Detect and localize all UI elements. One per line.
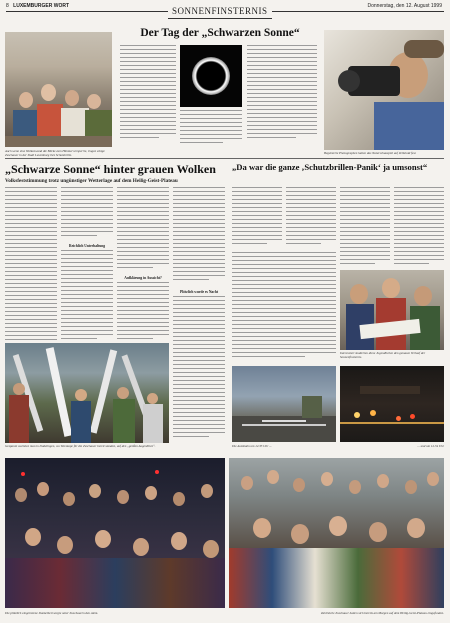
caption-students: Interessiert studierten diese Jugendlichen den genauen Verlauf der Sonnenfinsternis. (340, 351, 426, 359)
caption-autobahn-1234: ... und um 12.34 Uhr (417, 444, 444, 448)
article-2-col-2b (61, 250, 113, 345)
photo-students (340, 270, 444, 350)
article-3-col-1b (232, 252, 336, 362)
article-3-col-2a (286, 187, 336, 247)
photo-telescopes (5, 343, 169, 443)
caption-autobahn-1233: Die Autobahn um 12.33 Uhr ... (232, 444, 272, 448)
photo-photographer (324, 30, 444, 150)
article-2-col-3a (117, 187, 169, 275)
section-underline (168, 18, 272, 19)
page-number: 8 (6, 3, 9, 9)
photo-crowd-dark (5, 458, 225, 608)
caption-photographer: Begeisterte Photographen hatten das Naturschauspiel auf Zelluloid fest. (324, 151, 417, 155)
subhead-article-2: Volksfeststimmung trotz ungünstiger Wetterlage auf dem Heilig-Geist-Plateau (5, 178, 178, 184)
page-header-left (6, 3, 69, 9)
divider-1 (5, 158, 444, 159)
caption-crowd-glasses: Auch wenn eine Wolkenwand die Blicke zum Himmel versperrte, trugen einige Zuschauer in der Stadt Luxemburg ihre Schutzbrille. (5, 149, 105, 157)
article-2-col-4b (173, 296, 225, 446)
article-3-col-3a (340, 187, 390, 267)
article-3-col-4a (394, 187, 444, 267)
article-2-col-1 (5, 187, 57, 347)
photo-crowd-plateau (229, 458, 444, 608)
article-1-col-3 (247, 45, 317, 143)
article-1-col-2 (180, 110, 242, 146)
inline-head-1: Reichlich Unterhaltung (68, 244, 106, 248)
headline-article-2: „Schwarze Sonne“ hinter grauen Wolken (5, 162, 216, 176)
headline-article-3: „Da war die ganze ‚Schutzbrillen-Panik‘ ja umsonst“ (232, 162, 428, 172)
inline-head-2: Aufklärung in Aussicht? (124, 276, 162, 280)
caption-crowd-dark: Die plötzlich eingetretene Dunkelheit sorgte unter Zuschauern den Atem. (5, 611, 99, 615)
article-1-col-1 (120, 45, 176, 143)
photo-eclipse (180, 45, 242, 107)
caption-crowd-plateau: Zahlreiche Zuschauer hatten sich bereits am Morgen auf dem Heilig-Geist-Plateau eingefunden. (320, 611, 444, 615)
inline-head-3: Plötzlich wurde es Nacht (179, 290, 219, 294)
photo-autobahn-1233 (232, 366, 336, 442)
caption-telescopes: Gespannt warteten man in Dudelingen, wo Teleskope für die Zuschauer bereit standen, auf den „großen Augenblick“. (5, 444, 156, 448)
article-2-col-2a (61, 187, 113, 243)
photo-crowd-glasses (5, 32, 112, 147)
publication-name: LUXEMBURGER WORT (13, 3, 70, 9)
article-2-col-3b (117, 282, 169, 346)
article-2-col-4a (173, 187, 225, 287)
headline-article-1: Der Tag der „Schwarzen Sonne“ (140, 27, 300, 39)
article-3-col-1a (232, 187, 282, 247)
page-date: Donnerstag, den 12. August 1999 (367, 3, 442, 9)
photo-autobahn-1234 (340, 366, 444, 442)
section-title: SONNENFINSTERNIS (168, 6, 272, 16)
